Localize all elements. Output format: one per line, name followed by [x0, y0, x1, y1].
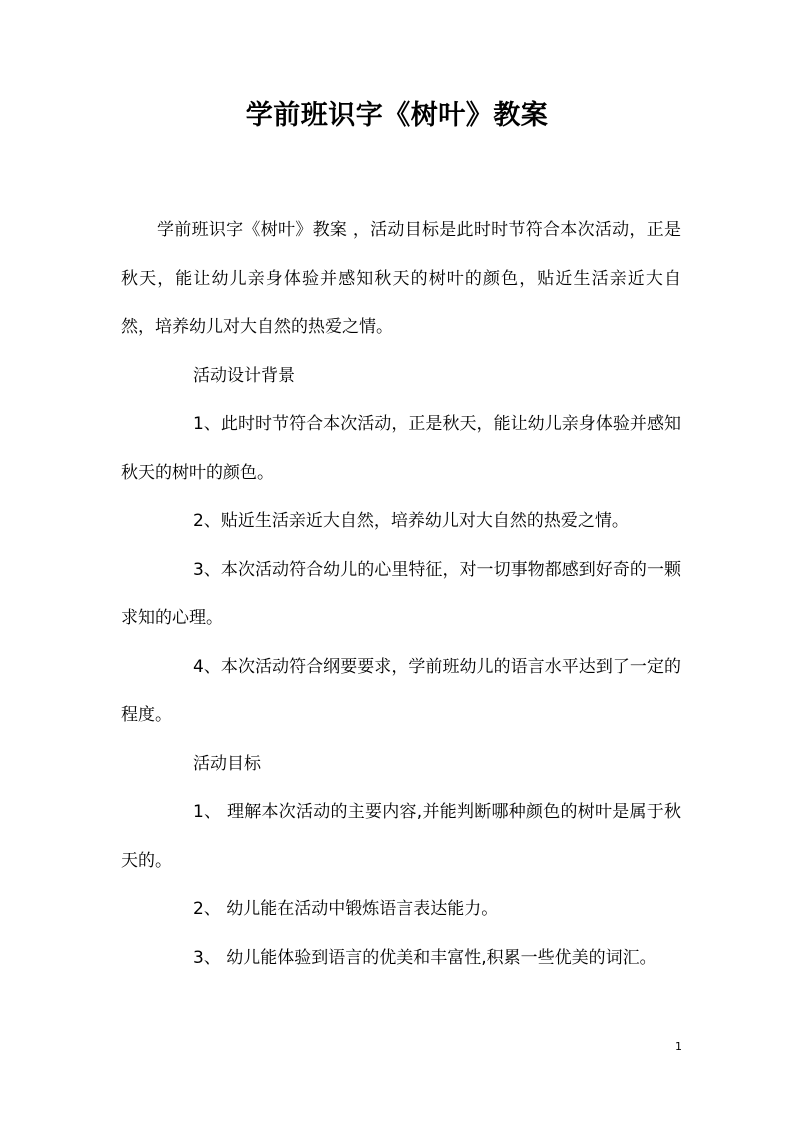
section-heading-background: 活动设计背景 [193, 365, 295, 386]
goal-item-1: 1、 理解本次活动的主要内容,并能判断哪种颜色的树叶是属于秋天的。 [121, 802, 681, 871]
intro-paragraph: 学前班识字《树叶》教案 ，活动目标是此时时节符合本次活动，正是秋天，能让幼儿亲身体验并感知秋天的树叶的颜色，贴近生活亲近大自然，培养幼儿对大自然的热爱之情。 [121, 220, 681, 337]
background-item-3: 3、本次活动符合幼儿的心里特征，对一切事物都感到好奇的一颗求知的心理。 [121, 559, 681, 628]
background-item-2: 2、贴近生活亲近大自然，培养幼儿对大自然的热爱之情。 [193, 511, 629, 531]
background-item-1: 1、此时时节符合本次活动，正是秋天，能让幼儿亲身体验并感知秋天的树叶的颜色。 [121, 414, 681, 483]
page-number: 1 [675, 1040, 682, 1053]
goal-item-2: 2、 幼儿能在活动中锻炼语言表达能力。 [193, 899, 499, 919]
document-title: 学前班识字《树叶》教案 [245, 100, 549, 131]
section-heading-goals: 活动目标 [193, 753, 261, 774]
goal-item-3: 3、 幼儿能体验到语言的优美和丰富性,积累一些优美的词汇。 [193, 947, 657, 968]
document-body [121, 206, 681, 982]
background-item-4: 4、本次活动符合纲要要求，学前班幼儿的语言水平达到了一定的程度。 [121, 656, 681, 725]
